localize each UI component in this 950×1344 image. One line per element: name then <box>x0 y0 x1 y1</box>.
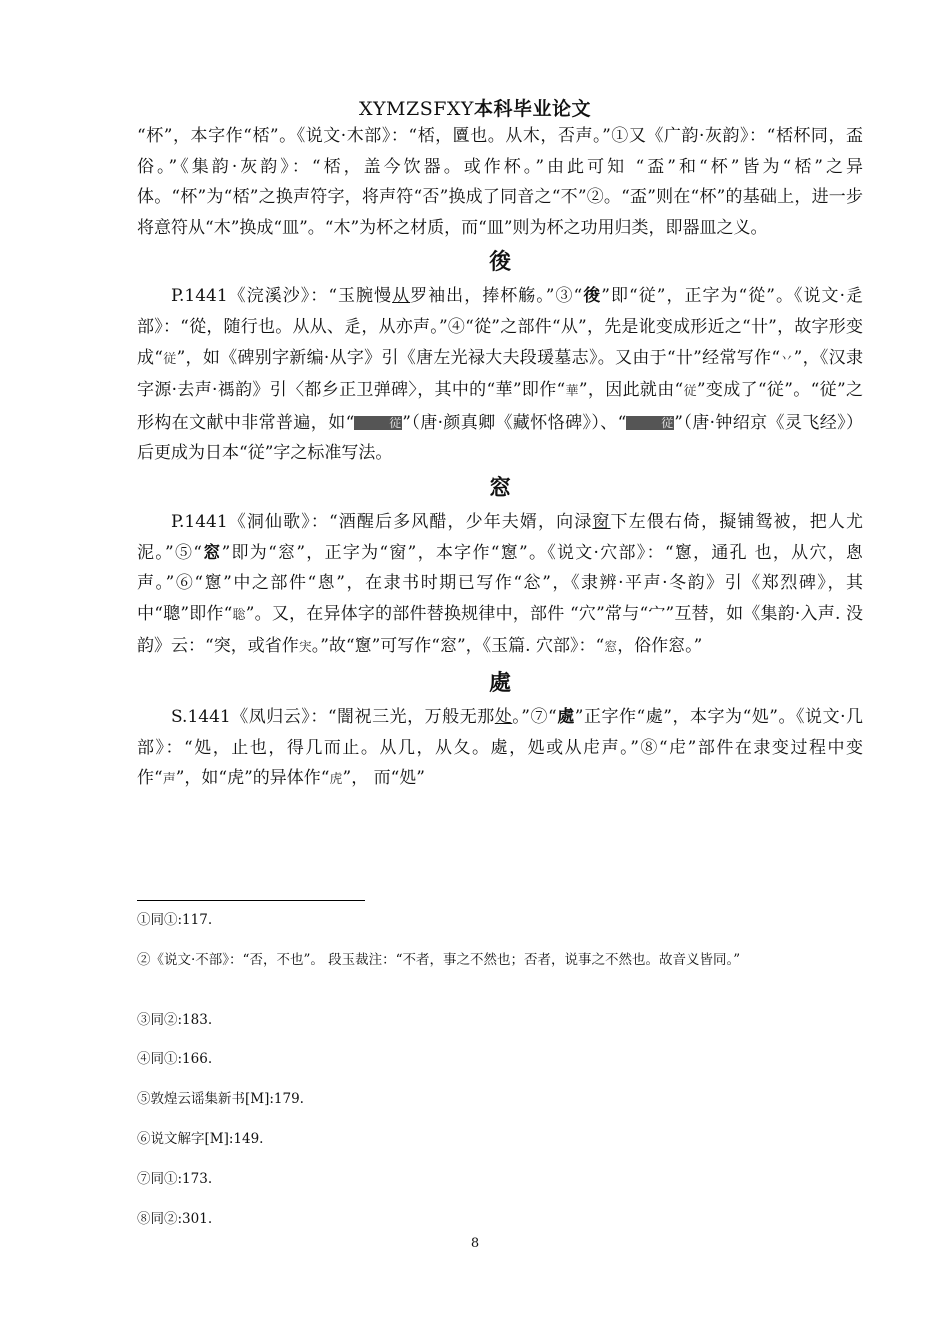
variant-glyph: 華 <box>565 384 579 400</box>
paragraph-bei: “杯”，本字作“桮”。《说文·木部》：“桮，匵也。从木，否声。”①又《广韵·灰韵》：“桮杯同，盃俗。”《集韵·灰韵》：“桮，盖今饮器。或作杯。”由此可知 “盃”和“杯”皆为“桮”之异体。“杯”为“桮”之换声符字，将声符“否”换成了同音之“不”②。“盃”则在“杯”的基础上，进一步将意符从“木”换成“皿”。“木”为杯之材质，而“皿”则为杯之功用归类，即器皿之义。 <box>137 126 863 238</box>
variant-glyph: 窓 <box>604 640 618 656</box>
variant-glyph: 聡 <box>232 607 246 623</box>
footnote: ⑤敦煌云谣集新书[M]:179. <box>137 1091 304 1107</box>
header-code: XYMZSFXY <box>358 98 474 120</box>
paragraph-chuang: P.1441《洞仙歌》：“酒醒后多风醋，少年夫婿，向渌窗下左偎右倚，擬铺鸳被，把人尤泥。”⑤“窓”即为“窓”，正字为“窗”，本字作“窻”。《说文·穴部》：“窻，通孔 也，从穴，悤声。”⑥“窻”中之部件“悤”，在隶书时期已写作“忩”，《隶辨·平声·冬韵》引《郑烈碑》，其中“聰”即作“聡”。又，在异体字的部件替换规律中，部件 “穴”常与“宀”互替，如《集韵·入声. 没韵》云：“突，或省作宊。”故“窻”可写作“窓”，《玉篇. 穴部》：“窓，俗作窓。” <box>137 511 864 657</box>
variant-glyph: 宊 <box>298 640 312 656</box>
variant-glyph: 𢓭 <box>582 286 602 307</box>
page-number: 8 <box>470 1236 480 1251</box>
underlined-char: 从 <box>392 286 411 307</box>
paragraph-cong: P.1441《浣溪沙》：“玉腕慢从罗袖出，捧杯觞。”③“𢓭”即“従”，正字为“從”。《说文·辵部》：“從，随行也。从从、辵，从亦声。”④“從”之部件“从”，先是讹变成形近之“卄”，故字形变成“従”，如《碑别字新编·从字》引《唐左光禄大夫段瑗墓志》。又由于“卄”经常写作“丷”，《汉隶字源·去声·禡韵》引〈都乡正卫弹碑〉，其中的“華”即作“華”，因此就由“従”变成了“従”。“従”之形构在文献中非常普遍，如“ 従”（唐·颜真卿《藏怀恪碑》）、“ 従”（唐·钟绍京《灵飞经》）后更成为日本“従”字之标准写法。 <box>137 286 864 464</box>
footnote: ②《说文·不部》：“否，不也”。 段玉裁注：“不者，事之不然也；否者，说事之不然也。故音义皆同。” <box>137 952 741 968</box>
footnote: ④同①:166. <box>137 1051 213 1067</box>
footnote-divider <box>137 900 365 901</box>
rubbing-glyph-image: 従 <box>626 416 674 430</box>
variant-glyph: 窓 <box>202 542 222 563</box>
footnote: ⑥说文解字[M]:149. <box>137 1131 264 1147</box>
variant-glyph: 丷 <box>780 351 794 367</box>
footnote: ⑧同②:301. <box>137 1211 213 1227</box>
page-header <box>0 94 950 121</box>
variant-glyph: 虎 <box>329 772 343 788</box>
underlined-char: 处 <box>494 706 513 727</box>
footnote: ⑦同①:173. <box>137 1171 213 1187</box>
variant-glyph: 従 <box>683 384 697 400</box>
footnote: ①同①:117. <box>137 912 213 928</box>
main-body <box>137 121 863 796</box>
section-heading-chuang: 窓 <box>488 474 511 501</box>
section-heading-chu: 處 <box>488 669 511 696</box>
header-title: 本科毕业论文 <box>473 98 591 120</box>
variant-glyph: 處 <box>556 706 575 727</box>
paragraph-chu: S.1441《凤归云》：“闇祝三光，万般无那处。”⑦“處”正字作“處”，本字为“処”。《说文·几部》：“処，止也，得几而止。从几，从夂。處，処或从虍声。”⑧“虍”部件在隶变过程中变作“声”，如“虎”的异体作“虎”， 而“処” <box>137 706 864 789</box>
underlined-char: 窗 <box>592 511 611 532</box>
footnote: ③同②:183. <box>137 1012 213 1028</box>
variant-glyph: 声 <box>162 772 176 788</box>
section-heading-cong: 𢓭 <box>488 249 511 276</box>
variant-glyph: 従 <box>162 351 177 367</box>
rubbing-glyph-image: 従 <box>354 416 402 430</box>
